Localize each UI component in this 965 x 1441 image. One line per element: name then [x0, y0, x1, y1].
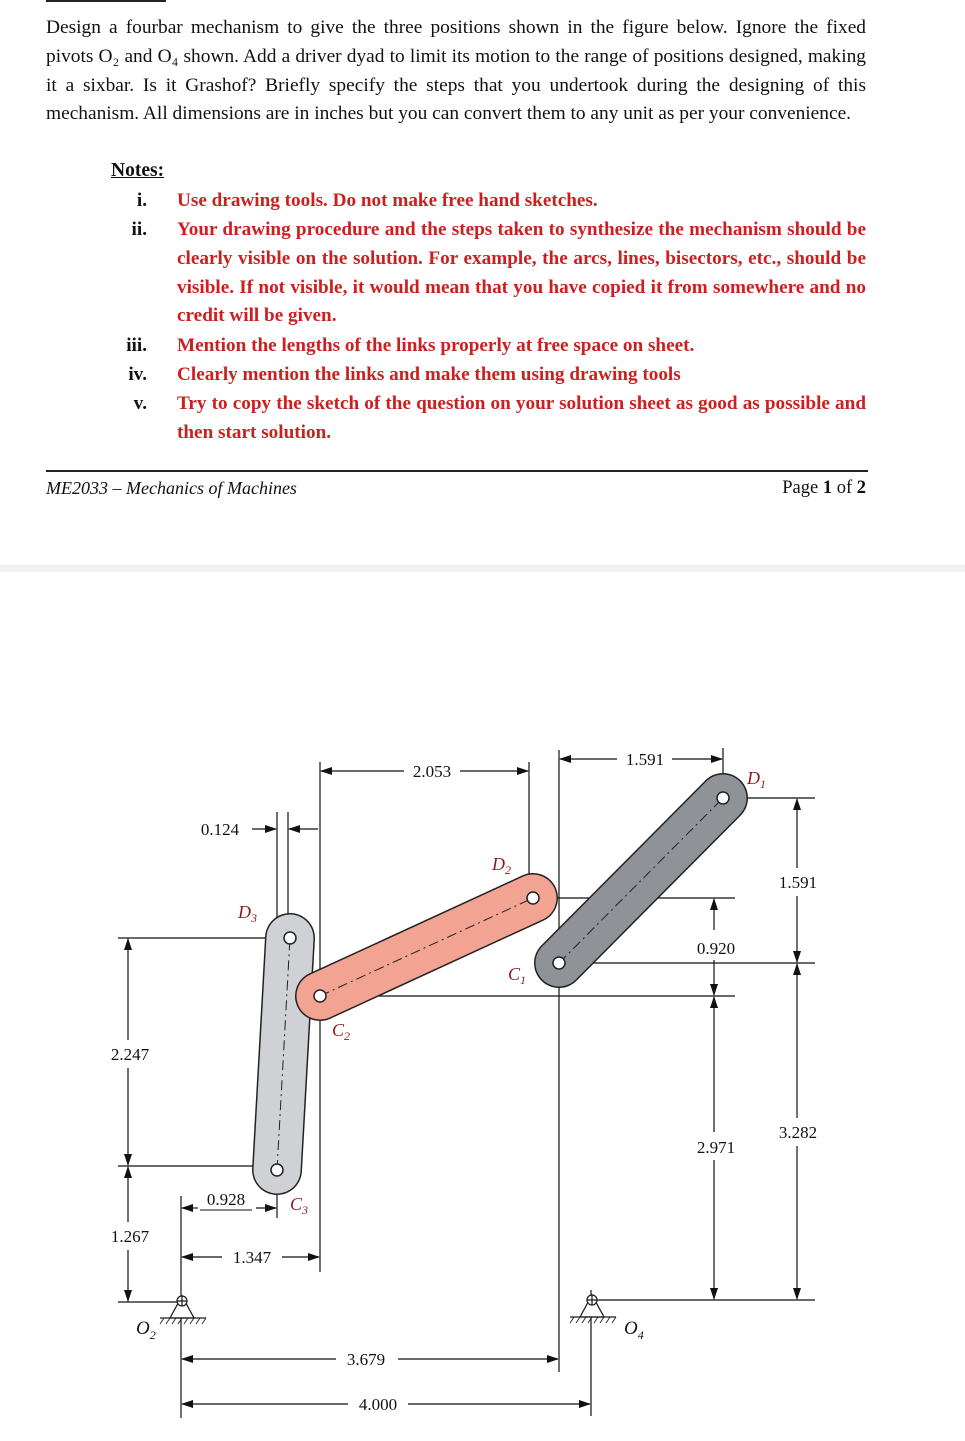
- dim-2971: 2.971: [696, 1138, 736, 1157]
- page-separator: [0, 565, 965, 572]
- note-text: Clearly mention the links and make them using drawing tools: [177, 364, 681, 385]
- pin-d1: [717, 792, 729, 804]
- page-indicator: Page 1 of 2: [782, 478, 866, 498]
- note-text: Your drawing procedure and the steps taken to synthesize the mechanism should be clearly visible on the solution. For example, the arcs, lines, bisectors, etc., should be visible. If not visible, it would mean that you have copied it from somewhere and no credit will be given.: [177, 219, 866, 327]
- dim-4000: 4.000: [358, 1395, 398, 1414]
- note-number: i.: [136, 190, 147, 211]
- label-d1: $D_1$: [747, 768, 766, 791]
- pivot-labels: [136, 1318, 644, 1342]
- dim-2247: 2.247: [110, 1045, 150, 1064]
- footer-rule: [46, 470, 868, 472]
- dim-1347: 1.347: [232, 1248, 272, 1267]
- extension-lines: [118, 748, 818, 1418]
- note-number: iv.: [128, 364, 147, 385]
- label-o2: $O_2$: [136, 1318, 156, 1342]
- label-o4: $O_4$: [624, 1318, 644, 1342]
- notes-title: Notes:: [111, 160, 165, 181]
- dim-2053: 2.053: [412, 762, 452, 781]
- dim-3282: 3.282: [778, 1123, 818, 1142]
- pin-c2: [314, 990, 326, 1002]
- course-title: ME2033 – Mechanics of Machines: [46, 478, 297, 498]
- note-text: Try to copy the sketch of the question on your solution sheet as good as possible and then start solution.: [177, 393, 866, 443]
- dim-1591-top: 1.591: [625, 750, 665, 769]
- note-number: ii.: [131, 219, 147, 240]
- problem-statement: Design a fourbar mechanism to give the three positions shown in the figure below. Ignore the fixed pivots O₂ and O₄ shown. Add a driver dyad to limit its motion to the range of positions designed, making it a sixbar. Is it Grashof? Briefly specify the steps that you undertook during the designing of this mechanism. All dimensions are in inches but you can convert them to any unit as per your convenience.: [46, 17, 866, 125]
- label-c3: $C_3$: [290, 1194, 309, 1217]
- label-d3: $D_3$: [238, 902, 257, 925]
- label-c2: $C_2$: [332, 1020, 351, 1043]
- label-c1: $C_1$: [508, 964, 527, 987]
- note-text: Mention the lengths of the links properly at free space on sheet.: [177, 335, 695, 356]
- mechanism-figure: [0, 572, 965, 1441]
- top-rule: [46, 0, 166, 2]
- note-text: Use drawing tools. Do not make free hand sketches.: [177, 190, 598, 211]
- dim-0920: 0.920: [696, 939, 736, 958]
- dim-3679: 3.679: [346, 1350, 386, 1369]
- dim-0124: 0.124: [200, 820, 240, 839]
- pin-d2: [527, 892, 539, 904]
- pin-c3: [271, 1164, 283, 1176]
- dim-1591-right: 1.591: [778, 873, 818, 892]
- dim-0928: 0.928: [206, 1190, 246, 1209]
- dim-1267: 1.267: [110, 1227, 150, 1246]
- fixed-pivot-o2: [160, 1296, 206, 1324]
- dimension-labels: [111, 750, 817, 1414]
- note-number: iii.: [126, 335, 147, 356]
- pin-c1: [553, 957, 565, 969]
- label-d2: $D_2$: [492, 854, 511, 877]
- note-number: v.: [133, 393, 147, 414]
- pin-d3: [284, 932, 296, 944]
- fixed-pivot-o4: [570, 1295, 616, 1323]
